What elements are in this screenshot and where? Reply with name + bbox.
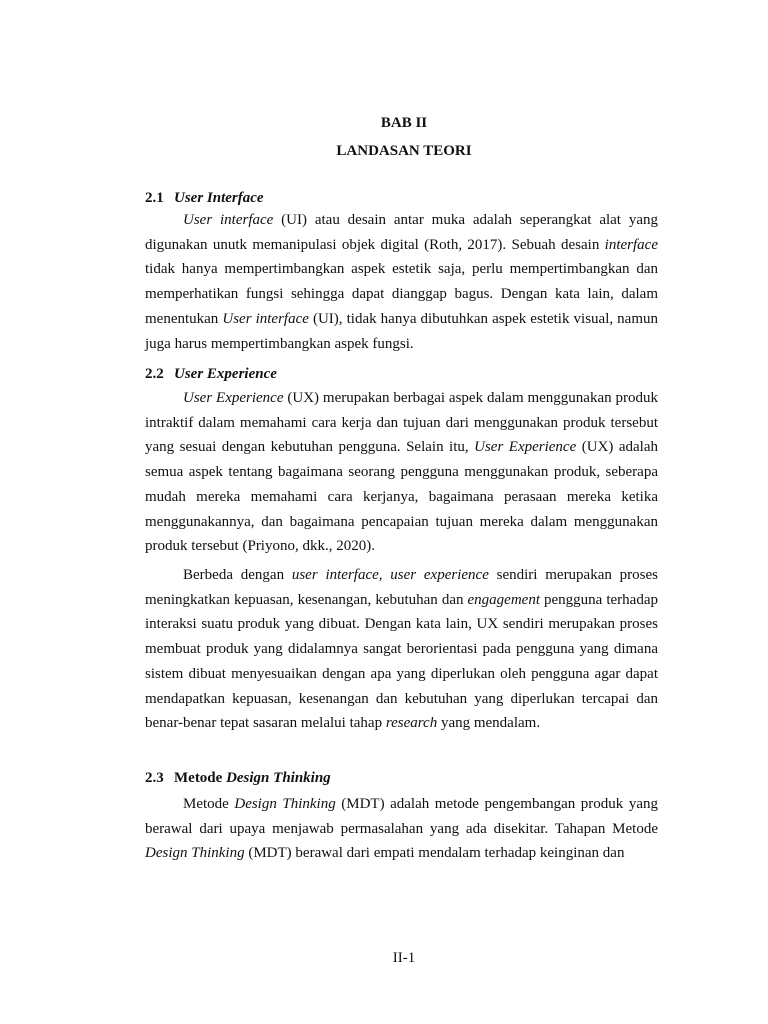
section-heading-2-2 — [145, 364, 277, 384]
section-title-italic: Design Thinking — [226, 770, 331, 786]
section-title-plain: Metode — [174, 770, 227, 786]
paragraph-text: pengguna terhadap interaksi suatu produk yang dibuat. Dengan kata lain, UX sendiri merupakan proses membuat produk yang didalamnya sangat berorientasi pada pengguna yang dimana sistem dibuat menyesuaikan dengan apa yang diperlukan oleh pengguna agar dapat mendapatkan kepuasan, kesenangan dan kebutuhan yang diperlukan tercapai dan benar-benar tepat sasaran melalui tahap — [145, 591, 658, 732]
italic-term: User interface — [222, 310, 309, 327]
paragraph-text: (UI) atau desain antar muka adalah seperangkat alat yang digunakan unutk memanipulasi objek digital (Roth, 2017). Sebuah desain — [145, 212, 658, 253]
italic-term: research — [385, 715, 438, 732]
paragraph-text: tidak hanya mempertimbangkan aspek estetik saja, perlu mempertimbangkan dan memperhatikan fungsi sehingga dapat dianggap bagus. Dengan kata lain, dalam menentukan — [145, 261, 658, 327]
italic-term: User Experience — [183, 390, 284, 406]
paragraph-text: (UX) adalah semua aspek tentang bagaimana seorang pengguna menggunakan produk, seberapa mudah mereka memahami cara kerjanya, bagaimana perasaan mereka ketika menggunakannya, dan bagaimana pencapaian tujuan mereka dalam menggunakan produk tersebut (Priyono, dkk., 2020). — [145, 439, 659, 555]
section-number: 2.3 — [145, 770, 164, 786]
paragraph-text: (MDT) berawal dari empati mendalam terhadap keinginan dan — [244, 845, 625, 862]
page-number: II-1 — [392, 950, 416, 966]
paragraph-text: (UX) merupakan berbagai aspek dalam menggunakan produk intraktif dalam memahami cara kerja dan tujuan dari menggunakan produk tersebut yang sesuai dengan kebutuhan pengguna. Selain itu, — [145, 390, 658, 456]
italic-term: User interface — [183, 212, 274, 228]
chapter-number: BAB II — [380, 115, 428, 131]
section-title-italic: User Experience — [174, 366, 277, 382]
section-heading-2-1 — [145, 188, 264, 208]
paragraph-design-thinking — [145, 792, 658, 866]
italic-term: user interface, user experience — [291, 567, 489, 583]
paragraph-text: yang mendalam. — [437, 715, 541, 732]
section-heading-2-3 — [145, 768, 331, 788]
paragraph-text: sendiri merupakan proses meningkatkan kepuasan, kesenangan, kebutuhan dan — [145, 567, 658, 608]
section-title-italic: User Interface — [174, 190, 264, 206]
paragraph-text: Metode — [183, 796, 235, 812]
italic-term: engagement — [467, 591, 540, 608]
chapter-title: LANDASAN TEORI — [336, 143, 472, 159]
italic-term: interface — [604, 236, 658, 253]
paragraph-user-interface — [145, 208, 658, 356]
paragraph-ux-process — [145, 563, 658, 736]
paragraph-text: Berbeda dengan — [183, 567, 292, 583]
italic-term: Design Thinking — [234, 796, 336, 812]
section-number: 2.2 — [145, 366, 164, 382]
paragraph-text: (MDT) adalah metode pengembangan produk yang berawal dari upaya menjawab permasalahan yang ada disekitar. Tahapan Metode — [145, 796, 658, 837]
paragraph-text: (UI), tidak hanya dibutuhkan aspek estetik visual, namun juga harus mempertimbangkan aspek fungsi. — [145, 310, 658, 352]
italic-term: User Experience — [474, 439, 577, 456]
paragraph-user-experience — [145, 386, 658, 559]
italic-term: Design Thinking — [145, 845, 245, 862]
section-number: 2.1 — [145, 190, 164, 206]
